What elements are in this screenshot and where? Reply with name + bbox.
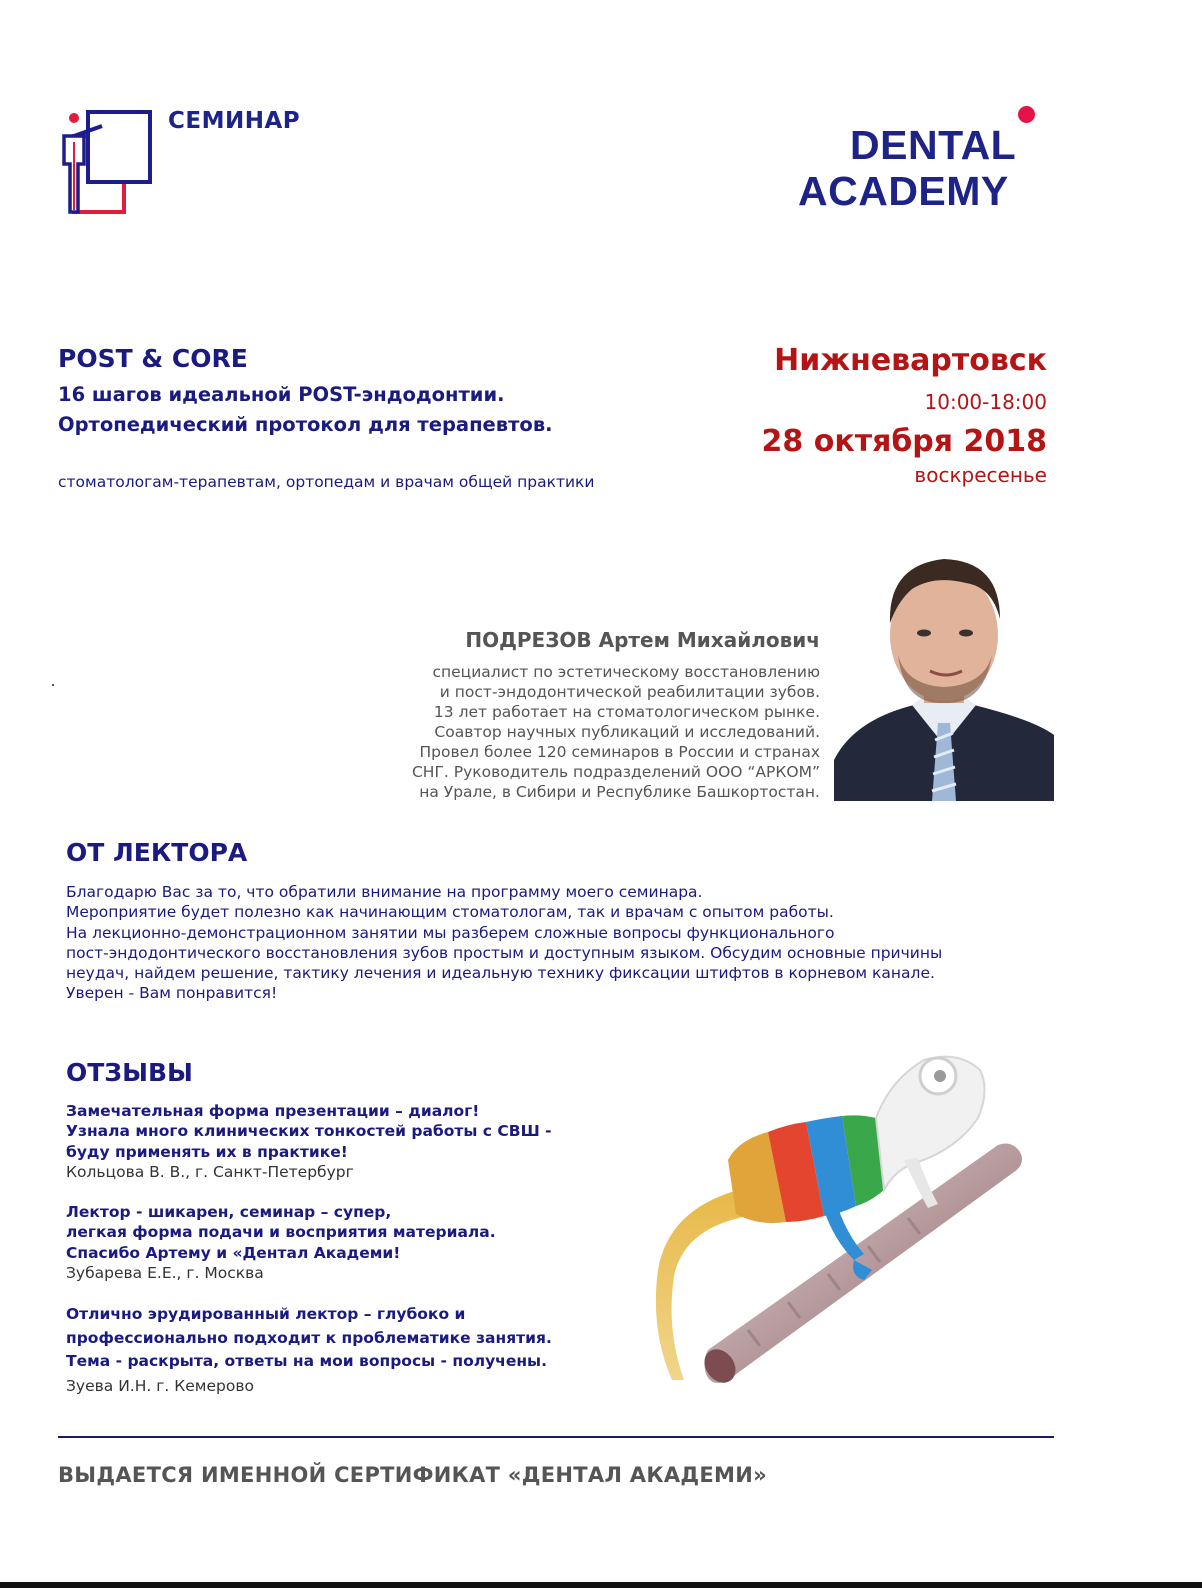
speaker-bio-line: 13 лет работает на стоматологическом рынке. xyxy=(433,703,820,721)
speaker-photo xyxy=(834,545,1054,801)
speaker-bio-line: СНГ. Руководитель подразделений ООО “АРКОМ” xyxy=(411,763,820,781)
target-audience: стоматологам-терапевтам, ортопедам и врачам общей практики xyxy=(58,473,595,491)
decorative-dot xyxy=(52,684,54,686)
event-city: Нижневартовск xyxy=(774,343,1047,378)
dental-academy-logo xyxy=(790,100,1050,220)
lector-message xyxy=(66,882,1026,1004)
bottom-border xyxy=(0,1582,1202,1588)
lector-line: Благодарю Вас за то, что обратили внимание на программу моего семинара. xyxy=(66,883,703,901)
review-line: Тема - раскрыта, ответы на мои вопросы - получены. xyxy=(66,1352,547,1370)
lector-line: Уверен - Вам понравится! xyxy=(66,984,278,1003)
lector-line: неудач, найдем решение, тактику лечения и идеальную технику фиксации штифтов в корневом канале. xyxy=(66,964,935,983)
event-time: 10:00-18:00 xyxy=(924,390,1047,414)
brand-dot-icon xyxy=(1018,106,1035,123)
review-author: Зуева И.Н. г. Кемерово xyxy=(66,1376,254,1395)
review-item xyxy=(66,1202,626,1283)
seminar-label: СЕМИНАР xyxy=(168,108,301,134)
speaker-bio-line: Провел более 120 семинаров в России и странах xyxy=(419,743,820,761)
speaker-name: ПОДРЕЗОВ Артем Михайлович xyxy=(465,628,820,652)
speaker-bio-line: на Урале, в Сибири и Республике Башкортостан. xyxy=(419,783,820,801)
seminar-presenter-icon xyxy=(58,106,158,218)
speaker-bio-line: специалист по эстетическому восстановлению xyxy=(432,663,820,681)
review-item xyxy=(66,1101,626,1182)
chameleon-illustration xyxy=(628,1040,1048,1390)
certificate-notice: ВЫДАЕТСЯ ИМЕННОЙ СЕРТИФИКАТ «ДЕНТАЛ АКАДЕМИ» xyxy=(58,1463,767,1487)
lector-line: пост-эндодонтического восстановления зубов простым и доступным языком. Обсудим основные причины xyxy=(66,943,943,962)
footer-divider xyxy=(58,1436,1054,1438)
lector-heading: ОТ ЛЕКТОРА xyxy=(66,838,248,867)
event-location-date xyxy=(627,342,1047,488)
brand-line-1: DENTAL xyxy=(850,122,1017,168)
review-line: легкая форма подачи и восприятия материала. xyxy=(66,1223,496,1242)
event-subtitle-line-2: Ортопедический протокол для терапевтов. xyxy=(58,413,553,436)
review-line: буду применять их в практике! xyxy=(66,1142,348,1161)
review-line: Лектор - шикарен, семинар – супер, xyxy=(66,1203,392,1221)
review-author: Кольцова В. В., г. Санкт-Петербург xyxy=(66,1162,354,1181)
review-line: Узнала много клинических тонкостей работы с СВШ - xyxy=(66,1122,552,1141)
event-weekday: воскресенье xyxy=(914,463,1047,487)
review-author: Зубарева Е.Е., г. Москва xyxy=(66,1263,264,1282)
review-line: профессионально подходит к проблематике занятия. xyxy=(66,1328,552,1347)
speaker-bio-line: Соавтор научных публикаций и исследований. xyxy=(434,723,820,741)
review-line: Замечательная форма презентации – диалог! xyxy=(66,1102,480,1120)
speaker-bio-line: и пост-эндодонтической реабилитации зубов. xyxy=(439,683,820,701)
review-line: Отлично эрудированный лектор – глубоко и xyxy=(66,1305,466,1323)
event-subtitle-line-1: 16 шагов идеальной POST-эндодонтии. xyxy=(58,383,505,406)
event-title: POST & CORE xyxy=(58,344,248,373)
review-line: Спасибо Артему и «Дентал Академи! xyxy=(66,1243,401,1262)
brand-line-2: ACADEMY xyxy=(798,168,1009,214)
speaker-bio xyxy=(360,662,820,802)
lector-line: Мероприятие будет полезно как начинающим стоматологам, так и врачам с опытом работы. xyxy=(66,903,834,922)
event-date: 28 октября 2018 xyxy=(761,424,1047,459)
review-item xyxy=(66,1303,626,1396)
reviews-heading: ОТЗЫВЫ xyxy=(66,1058,193,1087)
lector-line: На лекционно-демонстрационном занятии мы разберем сложные вопросы функционального xyxy=(66,923,835,942)
